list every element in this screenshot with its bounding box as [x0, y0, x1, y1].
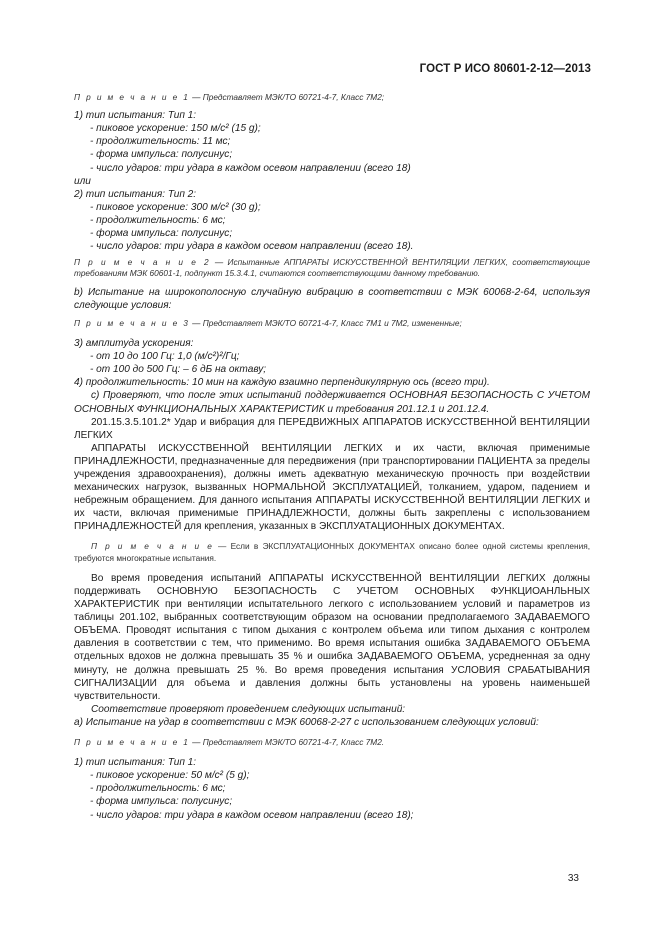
paragraph-testing: Во время проведения испытаний АППАРАТЫ ИСКУССТВЕННОЙ ВЕНТИЛЯЦИИ ЛЕГКИХ должны поддерживать ОСНОВНУЮ БЕЗОПАСНОСТЬ С УЧЕТОМ ОСНОВНЫХ ФУНКЦИОАНЛЬНЫХ ХАРАКТЕРИСТИК при вентиляции испытательного легкого с использованием условий и параметров из таблицы 201.102, выбранных соответствующим образом на основании предполагаемого ЗАДАВАЕМОГО ОБЪЕМА. Проводят испытания с типом дыхания с контролем объема или типом дыхания с контролем давления в соответствии с тем, что применимо. Во время испытания ошибка ЗАДАВАЕМОГО ОБЪЕМА отдельных вдохов не должна превышать 35 % и ошибка ЗАДАВАЕМОГО ОБЪЕМА, усредненная за одну минуту, не должна превышать 25 %. Во время проведения испытания УСЛОВИЯ СРАБАТЫВАНИЯ СИГНАЛИЗАЦИИ для объема и давления должны быть установлены на уровень наименьшей чувствительности. [74, 572, 590, 702]
list-item: - число ударов: три удара в каждом осевом направлении (всего 18); [90, 809, 414, 821]
document-header: ГОСТ Р ИСО 80601-2-12—2013 [419, 63, 591, 75]
shock-test-type1-list [74, 756, 590, 821]
note-label: П р и м е ч а н и е [91, 541, 214, 552]
compliance-check: Соответствие проверяют проведением следующих испытаний: [91, 703, 406, 715]
note-5 [74, 737, 590, 748]
note-text: — Представляет МЭК/ТО 60721-4-7, Класс 7М1 и 7М2, измененные; [189, 317, 462, 328]
page-body [74, 92, 590, 822]
list-item: 1) тип испытания: Тип 1: [74, 757, 197, 769]
page-number: 33 [567, 873, 579, 884]
list-item: - форма импульса: полусинус; [90, 796, 233, 808]
note-4 [74, 541, 590, 563]
note-text: — Представляет МЭК/ТО 60721-4-7, Класс 7М2; [189, 92, 385, 102]
paragraph-a: a) Испытание на удар в соответствии с МЭК 60068-2-27 с использованием следующих условий: [74, 716, 539, 728]
list-item: - число ударов: три удара в каждом осевом направлении (всего 18) [90, 162, 411, 174]
list-item: - от 10 до 100 Гц: 1,0 (м/с²)²/Гц; [90, 351, 240, 363]
list-item: - форма импульса: полусинус; [90, 149, 233, 161]
list-item: 3) амплитуда ускорения: [74, 338, 194, 350]
paragraph-c: c) Проверяют, что после этих испытаний поддерживается ОСНОВНАЯ БЕЗОПАСНОСТЬ С УЧЕТОМ ОСНОВНЫХ ФУНКЦИОНАЛЬНЫХ ХАРАКТЕРИСТИК и требования 201.12.1 и 201.12.4. [74, 390, 590, 415]
list-item: - форма импульса: полусинус; [90, 228, 233, 240]
list-item: 1) тип испытания: Тип 1: [74, 110, 197, 122]
note-label: П р и м е ч а н и е 3 [74, 317, 190, 328]
note-label: П р и м е ч а н и е 1 [74, 92, 190, 102]
list-item: - продолжительность: 6 мс; [90, 783, 226, 795]
note-text: — Представляет МЭК/ТО 60721-4-7, Класс 7М2. [189, 736, 385, 747]
list-item: или [74, 175, 91, 187]
paragraph-b: b) Испытание на широкополосную случайную вибрацию в соответствии с МЭК 60068-2-64, используя следующие условия: [74, 286, 590, 311]
vibration-conditions-list [74, 337, 590, 389]
list-item: 4) продолжительность: 10 мин на каждую взаимно перпендикулярную ось (всего три). [74, 377, 490, 389]
list-item: - продолжительность: 11 мс; [90, 136, 231, 148]
list-item: - пиковое ускорение: 150 м/с² (15 g); [90, 123, 261, 135]
note-label: П р и м е ч а н и е 1 [74, 736, 190, 747]
list-item: 2) тип испытания: Тип 2: [74, 188, 197, 200]
list-item: - число ударов: три удара в каждом осевом направлении (всего 18). [90, 241, 414, 253]
list-item: - от 100 до 500 Гц: – 6 дБ на октаву; [90, 364, 267, 376]
note-text: — Если в ЭКСПЛУАТАЦИОННЫХ ДОКУМЕНТАХ описано более одной системы крепления, требуются многократные испытания. [74, 541, 590, 563]
note-1 [74, 92, 590, 103]
paragraph-transport: АППАРАТЫ ИСКУССТВЕННОЙ ВЕНТИЛЯЦИИ ЛЕГКИХ и их части, включая применимые ПРИНАДЛЕЖНОСТИ, предназначенные для передвижения (при транспортировании ПАЦИЕНТА за пределы учреждения здравоохранения), должны иметь адекватную механическую прочность при воздействии механических нагрузок, вызванных НОРМАЛЬНОЙ ЭКСПЛУАТАЦИЕЙ, толканием, ударом, падением и небрежным обращением. Для данного испытания АППАРАТЫ ИСКУССТВЕННОЙ ВЕНТИЛЯЦИИ ЛЕГКИХ и их части, включая применимые ПРИНАДЛЕЖНОСТИ, должны быть закреплены с использованием ПРИНАДЛЕЖНОСТЕЙ для крепления, указанных в ЭКСПЛУАТАЦИОННЫХ ДОКУМЕНТАХ. [74, 442, 590, 533]
clause-heading: 201.15.3.5.101.2* Удар и вибрация для ПЕРЕДВИЖНЫХ АППАРАТОВ ИСКУССТВЕННОЙ ВЕНТИЛЯЦИИ ЛЕГКИХ [74, 416, 590, 441]
list-item: - пиковое ускорение: 300 м/с² (30 g); [90, 201, 261, 213]
note-label: П р и м е ч а н и е 2 [74, 257, 211, 268]
shock-test-options-list [74, 109, 590, 253]
list-item: - пиковое ускорение: 50 м/с² (5 g); [90, 770, 250, 782]
list-item: - продолжительность: 6 мс; [90, 214, 226, 226]
note-text: — Испытанные АППАРАТЫ ИСКУССТВЕННОЙ ВЕНТИЛЯЦИИ ЛЕГКИХ, соответствующие требованиям МЭК 60601-1, подпункт 15.3.4.1, считаются соответствующими данному требованию. [74, 257, 590, 279]
note-3 [74, 318, 590, 329]
note-2 [74, 257, 590, 279]
